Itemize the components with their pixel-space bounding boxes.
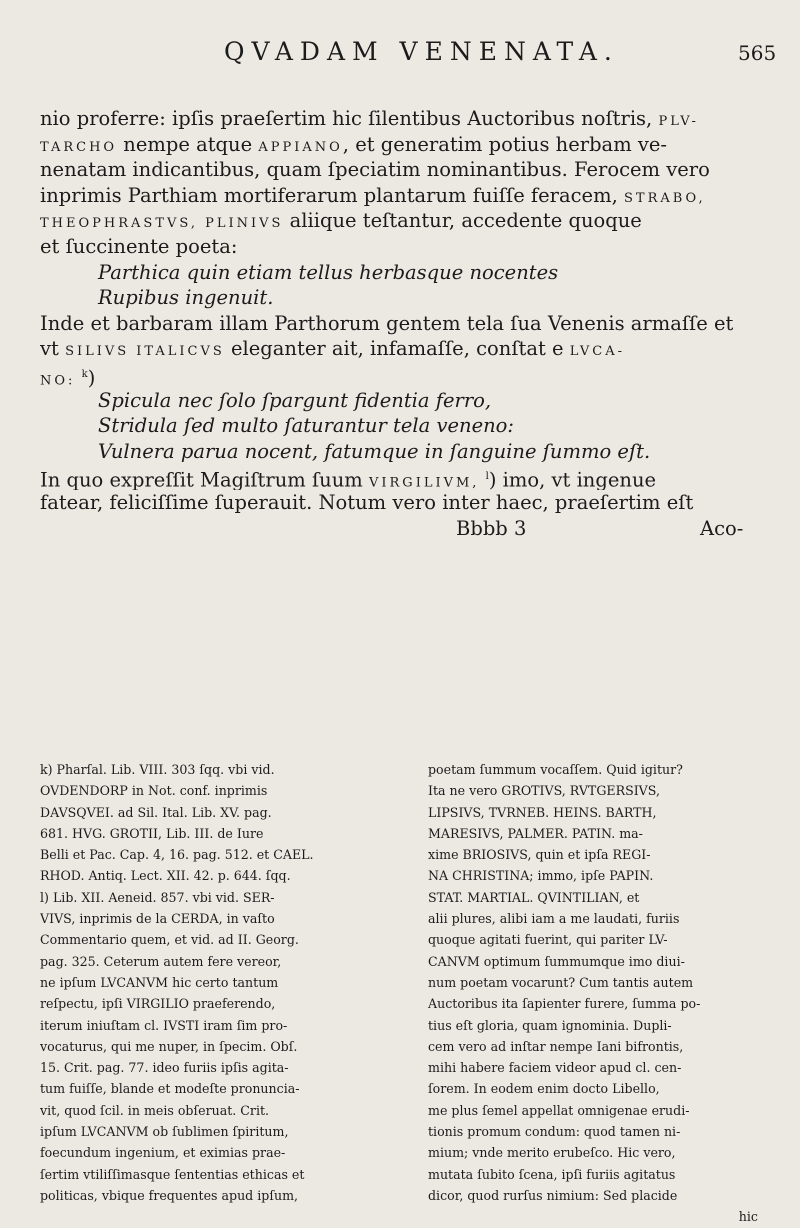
author-name: NO: xyxy=(40,373,76,388)
footnote-line: politicas, vbique frequentes apud ipſum, xyxy=(40,1187,299,1203)
footnote-line: dicor, quod rurſus nimium: Sed placide xyxy=(428,1187,678,1203)
catchword: Aco- xyxy=(700,516,744,540)
footnotes-left-column xyxy=(40,759,376,1206)
text-line: THEOPHRASTVS, PLINIVS aliique teſtantur, accedente quoque xyxy=(40,209,642,233)
text-line: et ſuccinente poeta: xyxy=(40,234,238,258)
footnote-line: xime BRIOSIVS, quin et ipſa REGI- xyxy=(428,847,651,863)
footnote-line: MARESIVS, PALMER. PATIN. ma- xyxy=(428,825,643,841)
text-line: Inde et barbaram illam Parthorum gentem tela ſua Venenis armaſſe et xyxy=(40,311,734,335)
footnote-line: RHOD. Antiq. Lect. XII. 42. p. 644. ſqq. xyxy=(40,868,291,884)
text-line: NO: $^k$) xyxy=(40,366,96,388)
main-text xyxy=(40,106,780,541)
footnote-line: NA CHRISTINA; immo, ipſe PAPIN. xyxy=(428,868,654,884)
footnote-line: alii plures, alibi iam a me laudati, furiis xyxy=(428,911,680,927)
footnote-line: mium; vnde merito erubeſco. Hic vero, xyxy=(428,1145,676,1161)
text-line: In quo expreſſit Magiſtrum ſuum VIRGILIVM, $^l$) imo, vt ingenue xyxy=(40,468,657,490)
verse-line: Parthica quin etiam tellus herbasque nocentes xyxy=(98,260,559,284)
footnote-line: hic xyxy=(738,1209,758,1225)
footnote-line: ne ipſum LVCANVM hic certo tantum xyxy=(40,974,279,990)
footnote-line: tionis promum condum: quod tamen ni- xyxy=(428,1124,681,1140)
footnote-line: ſorem. In eodem enim docto Libello, xyxy=(428,1081,660,1097)
verse-line: Rupibus ingenuit. xyxy=(98,286,274,310)
author-name: TARCHO xyxy=(40,139,118,155)
footnote-line: VIVS, inprimis de la CERDA, in vaſto xyxy=(40,911,275,927)
footnote-line: Auctoribus ita ſapienter furere, ſumma po- xyxy=(428,996,701,1012)
footnote-line: iterum iniuſtam cl. IVSTI iram ſim pro- xyxy=(40,1017,288,1033)
author-name: PLV- xyxy=(658,114,699,129)
text-line: vt SILIVS ITALICVS eleganter ait, infamaſſe, conſtat e LVCA- xyxy=(40,337,625,361)
author-name: VIRGILIVM, xyxy=(369,475,480,490)
author-name: APPIANO xyxy=(258,139,343,155)
footnote-line: Ita ne vero GROTIVS, RVTGERSIVS, xyxy=(428,783,660,799)
footnote-line: vocaturus, qui me nuper, in ſpecim. Obſ. xyxy=(40,1038,298,1054)
footnote-line: quoque agitati fuerint, qui pariter LV- xyxy=(428,932,668,948)
footnote-line: reſpectu, ipſi VIRGILIO praeferendo, xyxy=(40,996,276,1012)
footnotes-right-column xyxy=(428,759,766,1228)
footnote-line: k) Pharſal. Lib. VIII. 303 ſqq. vbi vid. xyxy=(40,762,275,777)
signature-line xyxy=(40,516,780,542)
footnote-line: Commentario quem, et vid. ad II. Georg. xyxy=(40,932,299,948)
footnote-line: tum fuiſſe, blande et modeſte pronuncia- xyxy=(40,1081,300,1097)
footnote-marker: l xyxy=(485,471,489,483)
author-name: SILIVS ITALICVS xyxy=(65,344,225,360)
page-number: 565 xyxy=(738,41,777,65)
text-line: nenatam indicantibus, quam ſpeciatim nominantibus. Ferocem vero xyxy=(40,158,710,182)
verse-line: Spicula nec ſolo ſpargunt fidentia ferro, xyxy=(98,388,492,412)
author-name: LVCA- xyxy=(569,344,625,360)
footnote-line: mihi habere faciem videor apud cl. cen- xyxy=(428,1060,682,1076)
footnote-line: CANVM optimum ſummumque imo diui- xyxy=(428,953,685,969)
author-name: THEOPHRASTVS, PLINIVS xyxy=(40,216,284,232)
footnote-line: Belli et Pac. Cap. 4, 16. pag. 512. et CAEL. xyxy=(40,847,314,863)
footnote-line: 15. Crit. pag. 77. ideo furiis ipſis agita- xyxy=(40,1060,289,1076)
footnote-line: 681. HVG. GROTII, Lib. III. de Iure xyxy=(40,825,264,841)
verse-line: Stridula ſed multo ſaturantur tela veneno: xyxy=(98,414,514,438)
footnote-line: DAVSQVEI. ad Sil. Ital. Lib. XV. pag. xyxy=(40,804,272,820)
text-line: inprimis Parthiam mortiferarum plantarum fuiſſe feracem, STRABO, xyxy=(40,183,706,207)
footnote-line: mutata ſubito ſcena, ipſi furiis agitatus xyxy=(428,1166,676,1182)
running-title: QVADAM VENENATA. xyxy=(224,37,619,66)
footnote-line: pag. 325. Ceterum autem fere vereor, xyxy=(40,953,282,969)
footnote-line: ſertim vtiliſſimasque ſententias ethicas et xyxy=(40,1166,305,1182)
footnote-line: OVDENDORP in Not. conf. inprimis xyxy=(40,783,268,799)
verse-line: Vulnera parua nocent, fatumque in ſanguine ſummo eſt. xyxy=(98,439,651,463)
text-line: fatear, feliciſſime ſuperauit. Notum vero inter haec, praeſertim eſt xyxy=(40,490,694,514)
footnote-marker: k xyxy=(81,368,88,380)
author-name: STRABO, xyxy=(624,190,706,206)
footnote-line: poetam ſummum vocaſſem. Quid igitur? xyxy=(428,762,683,777)
footnote-line: tius eſt gloria, quam ignominia. Dupli- xyxy=(428,1017,672,1033)
text-line: TARCHO nempe atque APPIANO, et generatim potius herbam ve- xyxy=(40,132,668,156)
footnote-line: cem vero ad inſtar nempe Iani bifrontis, xyxy=(428,1038,684,1054)
footnote-line: l) Lib. XII. Aeneid. 857. vbi vid. SER- xyxy=(40,889,275,905)
text-line: nio proferre: ipſis praeſertim hic ſilentibus Auctoribus noſtris, PLV- xyxy=(40,107,699,130)
footnote-line: ipſum LVCANVM ob ſublimen ſpiritum, xyxy=(40,1124,289,1140)
signature-mark: Bbbb 3 xyxy=(456,516,527,540)
footnote-line: vit, quod ſcil. in meis obſeruat. Crit. xyxy=(40,1102,270,1118)
footnote-line: foecundum ingenium, et eximias prae- xyxy=(40,1145,286,1161)
footnote-line: me plus ſemel appellat omnigenae erudi- xyxy=(428,1102,690,1118)
footnote-line: LIPSIVS, TVRNEB. HEINS. BARTH, xyxy=(428,804,657,820)
footnote-line: num poetam vocarunt? Cum tantis autem xyxy=(428,974,694,990)
footnote-line: STAT. MARTIAL. QVINTILIAN, et xyxy=(428,889,640,905)
running-head xyxy=(0,37,800,73)
